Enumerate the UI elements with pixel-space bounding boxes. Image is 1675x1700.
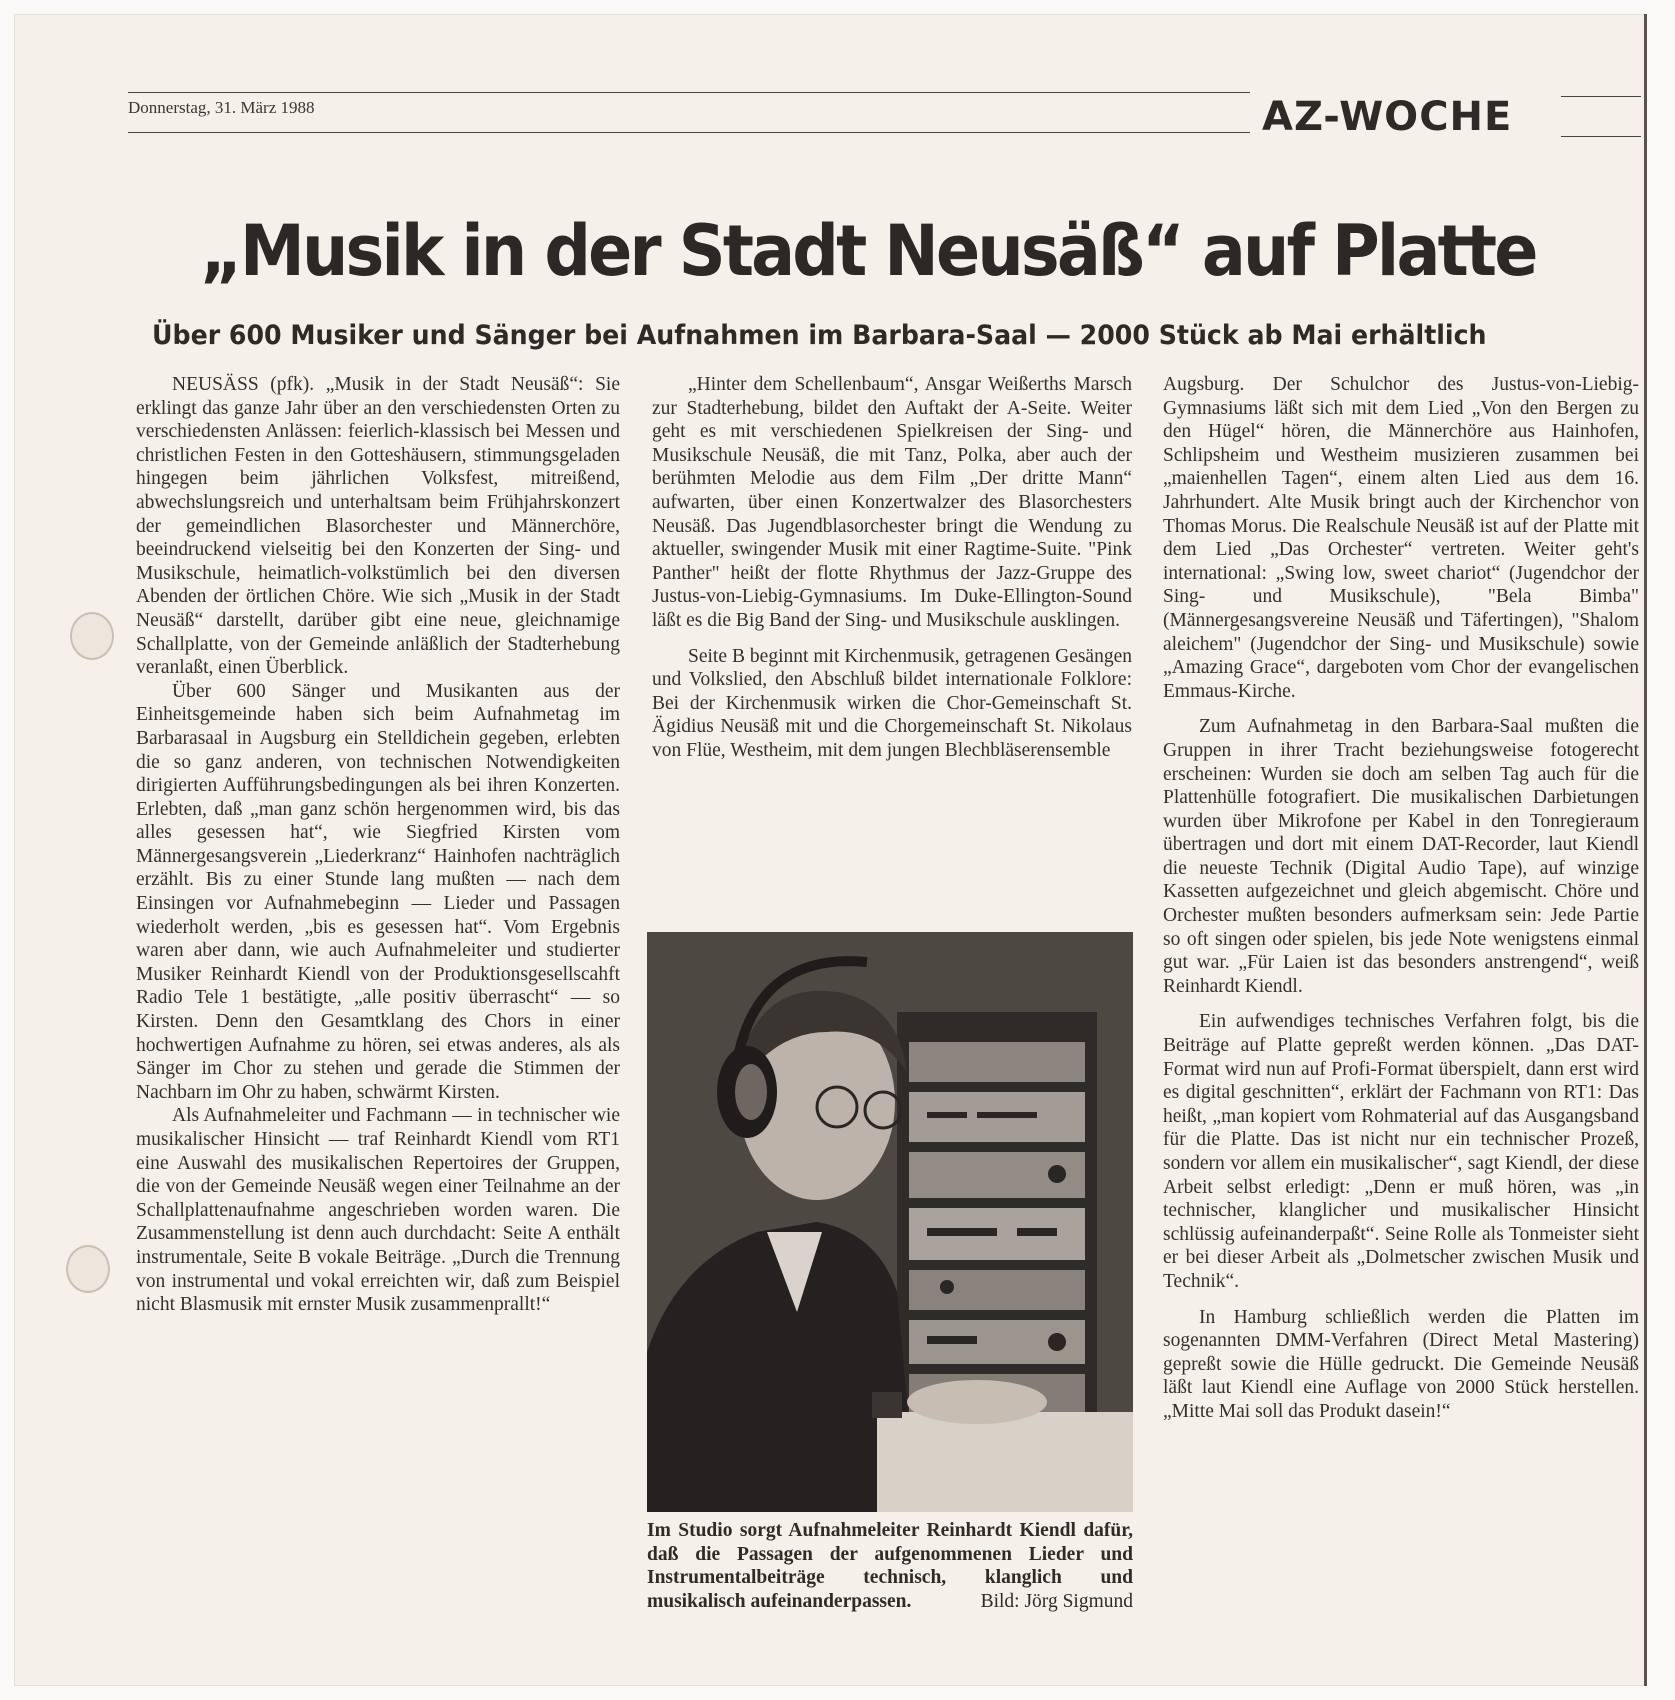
header-rule-bottom-right [1561, 136, 1641, 137]
article-column-3 [1163, 373, 1639, 1424]
issue-date: Donnerstag, 31. März 1988 [128, 98, 315, 117]
section-title: AZ-WOCHE [1262, 94, 1513, 140]
paragraph: „Hinter dem Schellenbaum“, Ansgar Weißerths Marsch zur Stadterhebung, bildet den Auftakt der A-Seite. Weiter geht es mit verschiedenen Spielkreisen der Sing- und Musikschule Neusäß, die mit Tanz, Polka, aber auch der berühmten Melodie aus dem Film „Der dritte Mann“ aufwarten, über einen Konzertwalzer des Blasorchesters Neusäß. Das Jugendblasorchester bringt die Wendung zu aktueller, swingender Musik mit einer Ragtime-Suite. "Pink Panther" heißt der flotte Rhythmus der Jazz-Gruppe des Justus-von-Liebig-Gymnasiums. Im Duke-Ellington-Sound läßt es die Big Band der Sing- und Musikschule ausklingen. [652, 374, 1132, 631]
article-column-2 [652, 373, 1132, 763]
header-rule-bottom [128, 132, 1250, 133]
article-subheadline: Über 600 Musiker und Sänger bei Aufnahmen im Barbara-Saal — 2000 Stück ab Mai erhältlich [152, 320, 1487, 351]
paragraph: Ein aufwendiges technisches Verfahren folgt, bis die Beiträge auf Platte gepreßt werden können. „Das DAT-Format wird nun auf Profi-Format überspielt, dann erst wird es digital geschnitten“, erklärt der Fachmann von RT1: Das heißt, „man kopiert vom Rohmaterial auf das Ausgangsband für die Platte. Das ist nicht nur ein technischer Prozeß, sondern vor allem ein musikalischer“, sagt Kiendl, der diese Arbeit selbst erledigt: „Denn er muß hören, was „in technischer, klanglicher und musikalischer Hinsicht schlüssig aufeinanderpaßt“. Seine Rolle als Tonmeister sieht er bei dieser Arbeit als „Dolmetscher zwischen Musik und Technik“. [1163, 1011, 1639, 1292]
punch-hole [66, 1245, 110, 1293]
studio-photo-illustration [647, 932, 1133, 1512]
paragraph: Über 600 Sänger und Musikanten aus der Einheitsgemeinde haben sich beim Aufnahmetag im Barbarasaal in Augsburg ein Stelldichein gegeben, erlebten die so ganz anderen, von technischen Notwendigkeiten dirigierten Aufführungsbedingungen als bei ihren Konzerten. Erlebten, daß „man ganz schön hergenommen wird, bis das alles gesessen hat“, wie Siegfried Kirsten vom Männergesangsverein „Liederkranz“ Hainhofen nachträglich erzählt. Bis zu einer Stunde lang mußten — nach dem Einsingen vor Aufnahmebeginn — Lieder und Passagen wiederholt werden, „bis es gesessen hat“. Vom Ergebnis waren aber dann, wie auch Aufnahmeleiter und studierter Musiker Reinhardt Kiendl von der Produktionsgesellscahft Radio Tele 1 bestätigte, „alle positiv überrascht“ — so Kirsten. Denn den Gesamtklang des Chors in einer hochwertigen Aufnahme zu hören, sei etwas anderes, als als Sänger im Chor zu stehen und gerade die Stimmen der Nachbarn im Ohr zu haben, schwärmt Kirsten. [136, 680, 620, 1103]
photo-credit: Bild: Jörg Sigmund [980, 1590, 1133, 1612]
paragraph: Als Aufnahmeleiter und Fachmann — in technischer wie musikalischer Hinsicht — traf Reinhardt Kiendl vom RT1 eine Auswahl des musikalischen Repertoires der Gruppen, die von der Gemeinde Neusäß wegen einer Teilnahme an der Schallplattenaufnahme angeschrieben worden waren. Die Zusammenstellung ist denn auch durchdacht: Seite A enthält instrumentale, Seite B vokale Beiträge. „Durch die Trennung von instrumental und vokal erreichten wir, daß zum Beispiel nicht Blasmusik mit ernster Musik zusammenprallt!“ [136, 1105, 620, 1316]
caption-text: Im Studio sorgt Aufnahmeleiter Reinhardt Kiendl dafür, daß die Passagen der aufgenommenen Lieder und Instrumentalbeiträge technisch, klanglich und musikalisch aufeinanderpassen. [647, 1520, 1133, 1612]
header-rule-top [128, 92, 1250, 93]
paragraph: Seite B beginnt mit Kirchenmusik, getragenen Gesängen und Volkslied, den Abschluß bildet internationale Folklore: Bei der Kirchenmusik wirken die Chor-Gemeinschaft St. Ägidius Neusäß mit und die Chorgemeinschaft St. Nikolaus von Flüe, Westheim, mit dem jungen Blechbläserensemble [652, 645, 1132, 761]
studio-photo [647, 932, 1133, 1512]
article-headline: „Musik in der Stadt Neusäß“ auf Platte [200, 210, 1536, 292]
page-edge-shadow [1644, 14, 1647, 1686]
paragraph: In Hamburg schließlich werden die Platten im sogenannten DMM-Verfahren (Direct Metal Mastering) gepreßt sowie die Hülle gedruckt. Die Gemeinde Neusäß läßt laut Kiendl eine Auflage von 2000 Stück herstellen. „Mitte Mai soll das Produkt dasein!“ [1163, 1306, 1639, 1422]
photo-caption [647, 1519, 1133, 1613]
paragraph: Zum Aufnahmetag in den Barbara-Saal mußten die Gruppen in ihrer Tracht beziehungsweise fotogerecht erscheinen: Wurden sie doch am selben Tag auch für die Plattenhülle fotografiert. Die musikalischen Darbietungen wurden über Mikrofone per Kabel in den Tonregieraum übertragen und dort mit einem DAT-Recorder, laut Kiendl die neueste Technik (Digital Audio Tape), auf winzige Kassetten aufgezeichnet und gleich abgemischt. Chöre und Orchester mußten besonders aufmerksam sein: Jede Partie so oft singen oder spielen, bis jede Note wenigstens einmal gut war. „Für Laien ist das besonders anstrengend“, weiß Reinhardt Kiendl. [1163, 716, 1639, 997]
paragraph: Augsburg. Der Schulchor des Justus-von-Liebig-Gymnasiums läßt sich mit dem Lied „Von den Bergen zu den Hügel“ hören, die Männerchöre aus Hainhofen, Schlipsheim und Westheim musizieren zusammen bei „maienhellen Tagen“, einem alten Lied aus dem 16. Jahrhundert. Alte Musik bringt auch der Kirchenchor von Thomas Morus. Die Realschule Neusäß ist auf der Platte mit dem Lied „Das Orchester“ vertreten. Weiter geht's international: „Swing low, sweet chariot“ (Jugendchor der Sing- und Musikschule), "Bela Bimba" (Männergesangsvereine Neusäß und Täfertingen), "Shalom aleichem" (Jugendchor der Sing- und Musikschule) sowie „Amazing Grace“, dargeboten vom Chor der evangelischen Emmaus-Kirche. [1163, 374, 1639, 702]
punch-hole [70, 612, 114, 660]
header-rule-top-right [1561, 96, 1641, 97]
article-column-1 [136, 373, 620, 1317]
paragraph: NEUSÄSS (pfk). „Musik in der Stadt Neusäß“: Sie erklingt das ganze Jahr über an den verschiedensten Orten zu verschiedensten Anlässen: feierlich-klassisch bei Messen und christlichen Festen in den Gotteshäusern, stimmungsgeladen hingegen beim jährlichen Volksfest, mitreißend, abwechslungsreich und unterhaltsam beim Frühjahrskonzert der gemeindlichen Blasorchester und Männerchöre, beeindruckend vielseitig bei den Konzerten der Sing- und Musikschule, heimatlich-volkstümlich bei den diversen Abenden der örtlichen Chöre. Wie sich „Musik in der Stadt Neusäß“ darstellt, darüber gibt eine neue, gleichnamige Schallplatte, von der Gemeinde anläßlich der Stadterhebung veranlaßt, einen Überblick. [136, 374, 620, 679]
